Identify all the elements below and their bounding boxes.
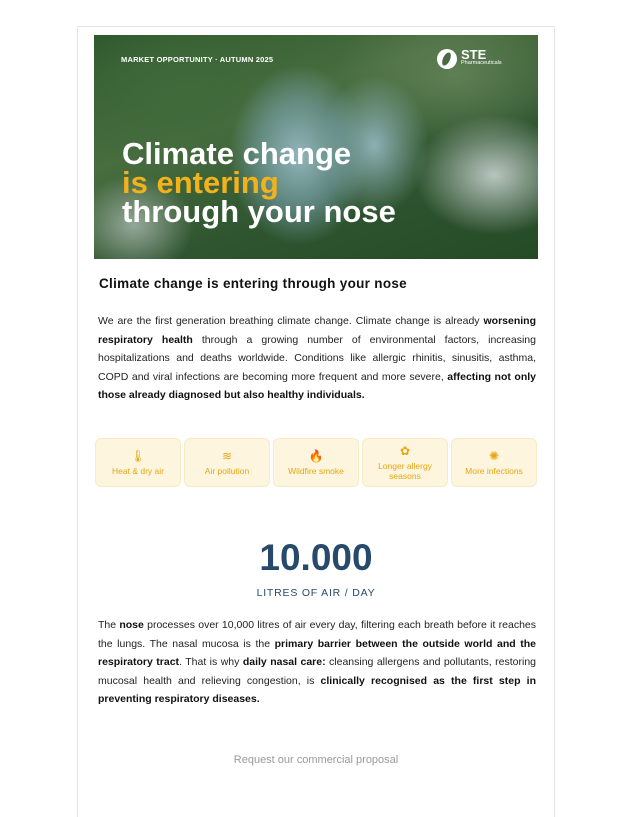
- headline-line-1: Climate change: [122, 136, 352, 171]
- nose-text-4: cleansing allergens and pollutants, restoring mucosal health and relieving congestion, is: [98, 656, 536, 687]
- factor-label: Heat & dry air: [112, 466, 164, 476]
- hero-headline: [122, 136, 396, 229]
- factor-label: Wildfire smoke: [288, 466, 344, 476]
- request-proposal-link[interactable]: Request our commercial proposal: [233, 754, 399, 766]
- email-card: [77, 26, 555, 817]
- nose-text-1: The: [98, 619, 120, 631]
- headline-line-2: is entering: [122, 165, 279, 200]
- factor-tile-wildfire: [273, 438, 359, 487]
- logo-name: STE: [461, 47, 487, 62]
- nose-bold-1: nose: [119, 619, 144, 631]
- nose-text-3: . That is why: [179, 656, 243, 668]
- intro-bold-2: affecting not only those already diagnosed but also healthy individuals.: [98, 370, 536, 401]
- intro-text-2: through a growing number of environmental factors, increasing hospitalizations and deaths worldwide. Conditions like allergic rhinitis, sinusitis, asthma, COPD and viral infections are becoming more frequent and more severe,: [98, 333, 536, 383]
- pollen-icon: ✿: [399, 444, 411, 458]
- virus-icon: ✺: [488, 449, 500, 463]
- headline-line-3: through your nose: [122, 194, 396, 229]
- nose-paragraph: [98, 616, 536, 709]
- intro-paragraph: [98, 312, 536, 405]
- nose-text-2: processes over 10,000 litres of air every day, filtering each breath before it reaches the lungs. The nasal mucosa is the: [98, 619, 536, 650]
- section-title: Climate change is entering through your nose: [99, 276, 407, 291]
- factor-label: Air pollution: [204, 466, 250, 476]
- intro-text-1: We are the first generation breathing climate change. Climate change is already: [98, 315, 484, 327]
- factor-label: Longer allergy seasons: [378, 461, 432, 481]
- nose-bold-4: clinically recognised as the first step in preventing respiratory diseases.: [98, 674, 536, 705]
- intro-bold-1: worsening respiratory health: [98, 315, 536, 346]
- factor-tile-heat: [95, 438, 181, 487]
- nose-bold-2: primary barrier between the outside world and the respiratory tract: [98, 637, 536, 668]
- factor-tile-infections: [451, 438, 537, 487]
- stat-label: LITRES OF AIR / DAY: [256, 587, 376, 599]
- hero-banner: [94, 35, 538, 259]
- stat-value: 10.000: [259, 537, 373, 578]
- factor-label: More infections: [465, 466, 523, 476]
- logo-subtitle: Pharmaceuticals: [461, 60, 502, 66]
- factor-tile-allergy: [362, 438, 448, 487]
- logo-icon: [437, 49, 457, 69]
- factor-tiles: [95, 438, 537, 487]
- company-logo: [437, 49, 502, 69]
- thermometer-icon: 🌡: [130, 449, 146, 463]
- nose-bold-3: daily nasal care:: [242, 656, 326, 668]
- hero-tag: MARKET OPPORTUNITY · AUTUMN 2025: [121, 55, 274, 64]
- smog-icon: ≋: [221, 449, 233, 463]
- flame-icon: 🔥: [308, 449, 324, 463]
- factor-tile-pollution: [184, 438, 270, 487]
